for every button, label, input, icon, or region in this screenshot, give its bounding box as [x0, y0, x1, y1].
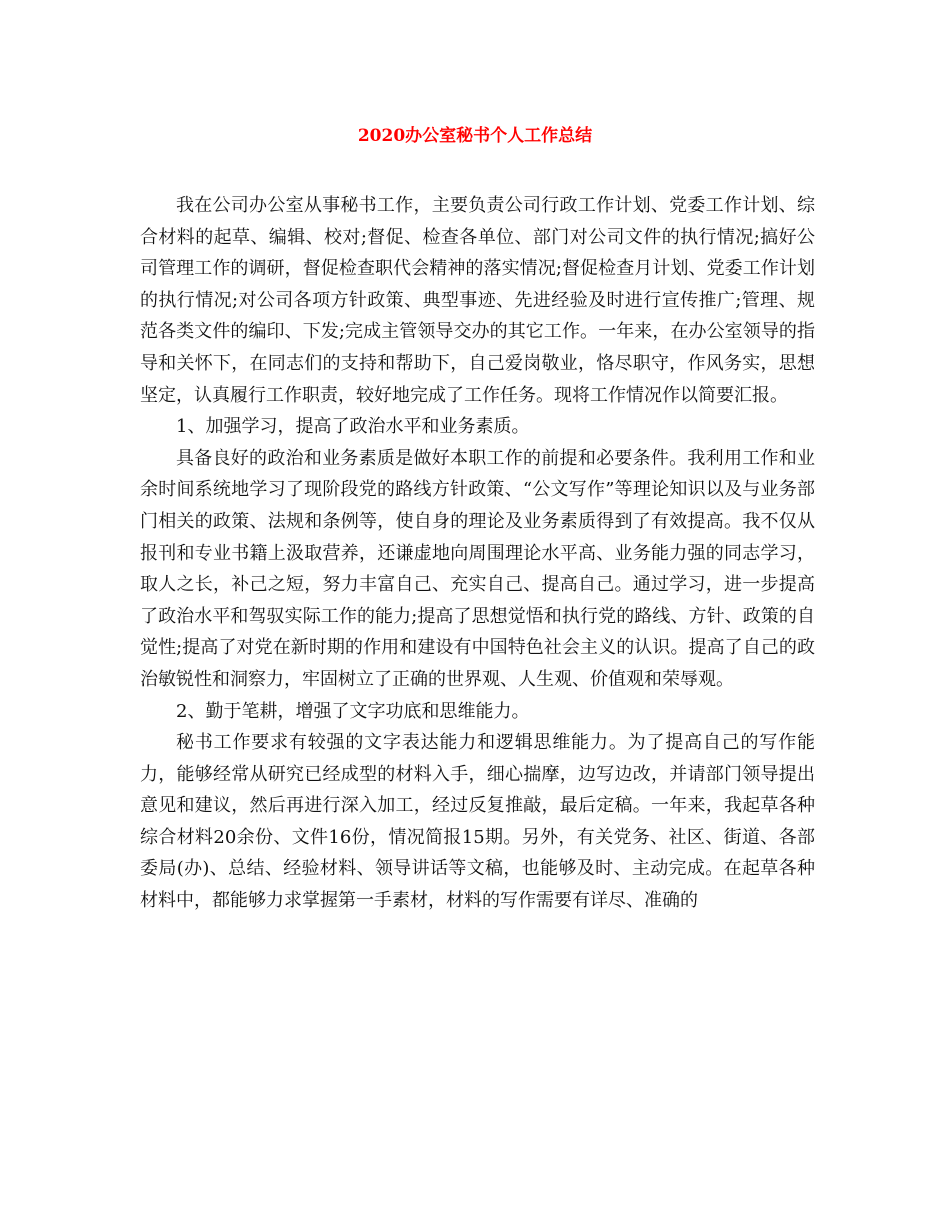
paragraph-writing: 秘书工作要求有较强的文字表达能力和逻辑思维能力。为了提高自己的写作能力，能够经常从研究已经成型的材料入手，细心揣摩，边写边改，并请部门领导提出意见和建议，然后再进行深入加工，经过反复推敲，最后定稿。一年来，我起草各种综合材料20余份、文件16份，情况简报15期。另外，有关党务、社区、街道、各部委局(办)、总结、经验材料、领导讲话等文稿，也能够及时、主动完成。在起草各种材料中，都能够力求掌握第一手素材，材料的写作需要有详尽、准确的	[140, 732, 815, 912]
paragraph-intro: 我在公司办公室从事秘书工作，主要负责公司行政工作计划、党委工作计划、综合材料的起草、编辑、校对;督促、检查各单位、部门对公司文件的执行情况;搞好公司管理工作的调研，督促检查职代会精神的落实情况;督促检查月计划、党委工作计划的执行情况;对公司各项方针政策、典型事迹、先进经验及时进行宣传推广;管理、规范各类文件的编印、下发;完成主管领导交办的其它工作。一年来，在办公室领导的指导和关怀下，在同志们的支持和帮助下，自己爱岗敬业，恪尽职守，作风务实，思想坚定，认真履行工作职责，较好地完成了工作任务。现将工作情况作以简要汇报。	[140, 195, 815, 406]
document-body	[140, 190, 815, 917]
section-heading-2: 2、勤于笔耕，增强了文字功底和思维能力。	[176, 700, 530, 722]
section-heading-1: 1、加强学习，提高了政治水平和业务素质。	[176, 416, 530, 438]
document-title: 2020办公室秘书个人工作总结	[357, 126, 593, 146]
paragraph-study: 具备良好的政治和业务素质是做好本职工作的前提和必要条件。我利用工作和业余时间系统地学习了现阶段党的路线方针政策、“公文写作”等理论知识以及与业务部门相关的政策、法规和条例等，使自身的理论及业务素质得到了有效提高。我不仅从报刊和专业书籍上汲取营养，还谦虚地向周围理论水平高、业务能力强的同志学习，取人之长，补己之短，努力丰富自己、充实自己、提高自己。通过学习，进一步提高了政治水平和驾驭实际工作的能力;提高了思想觉悟和执行党的路线、方针、政策的自觉性;提高了对党在新时期的作用和建设有中国特色社会主义的认识。提高了自己的政治敏锐性和洞察力，牢固树立了正确的世界观、人生观、价值观和荣辱观。	[140, 447, 815, 690]
